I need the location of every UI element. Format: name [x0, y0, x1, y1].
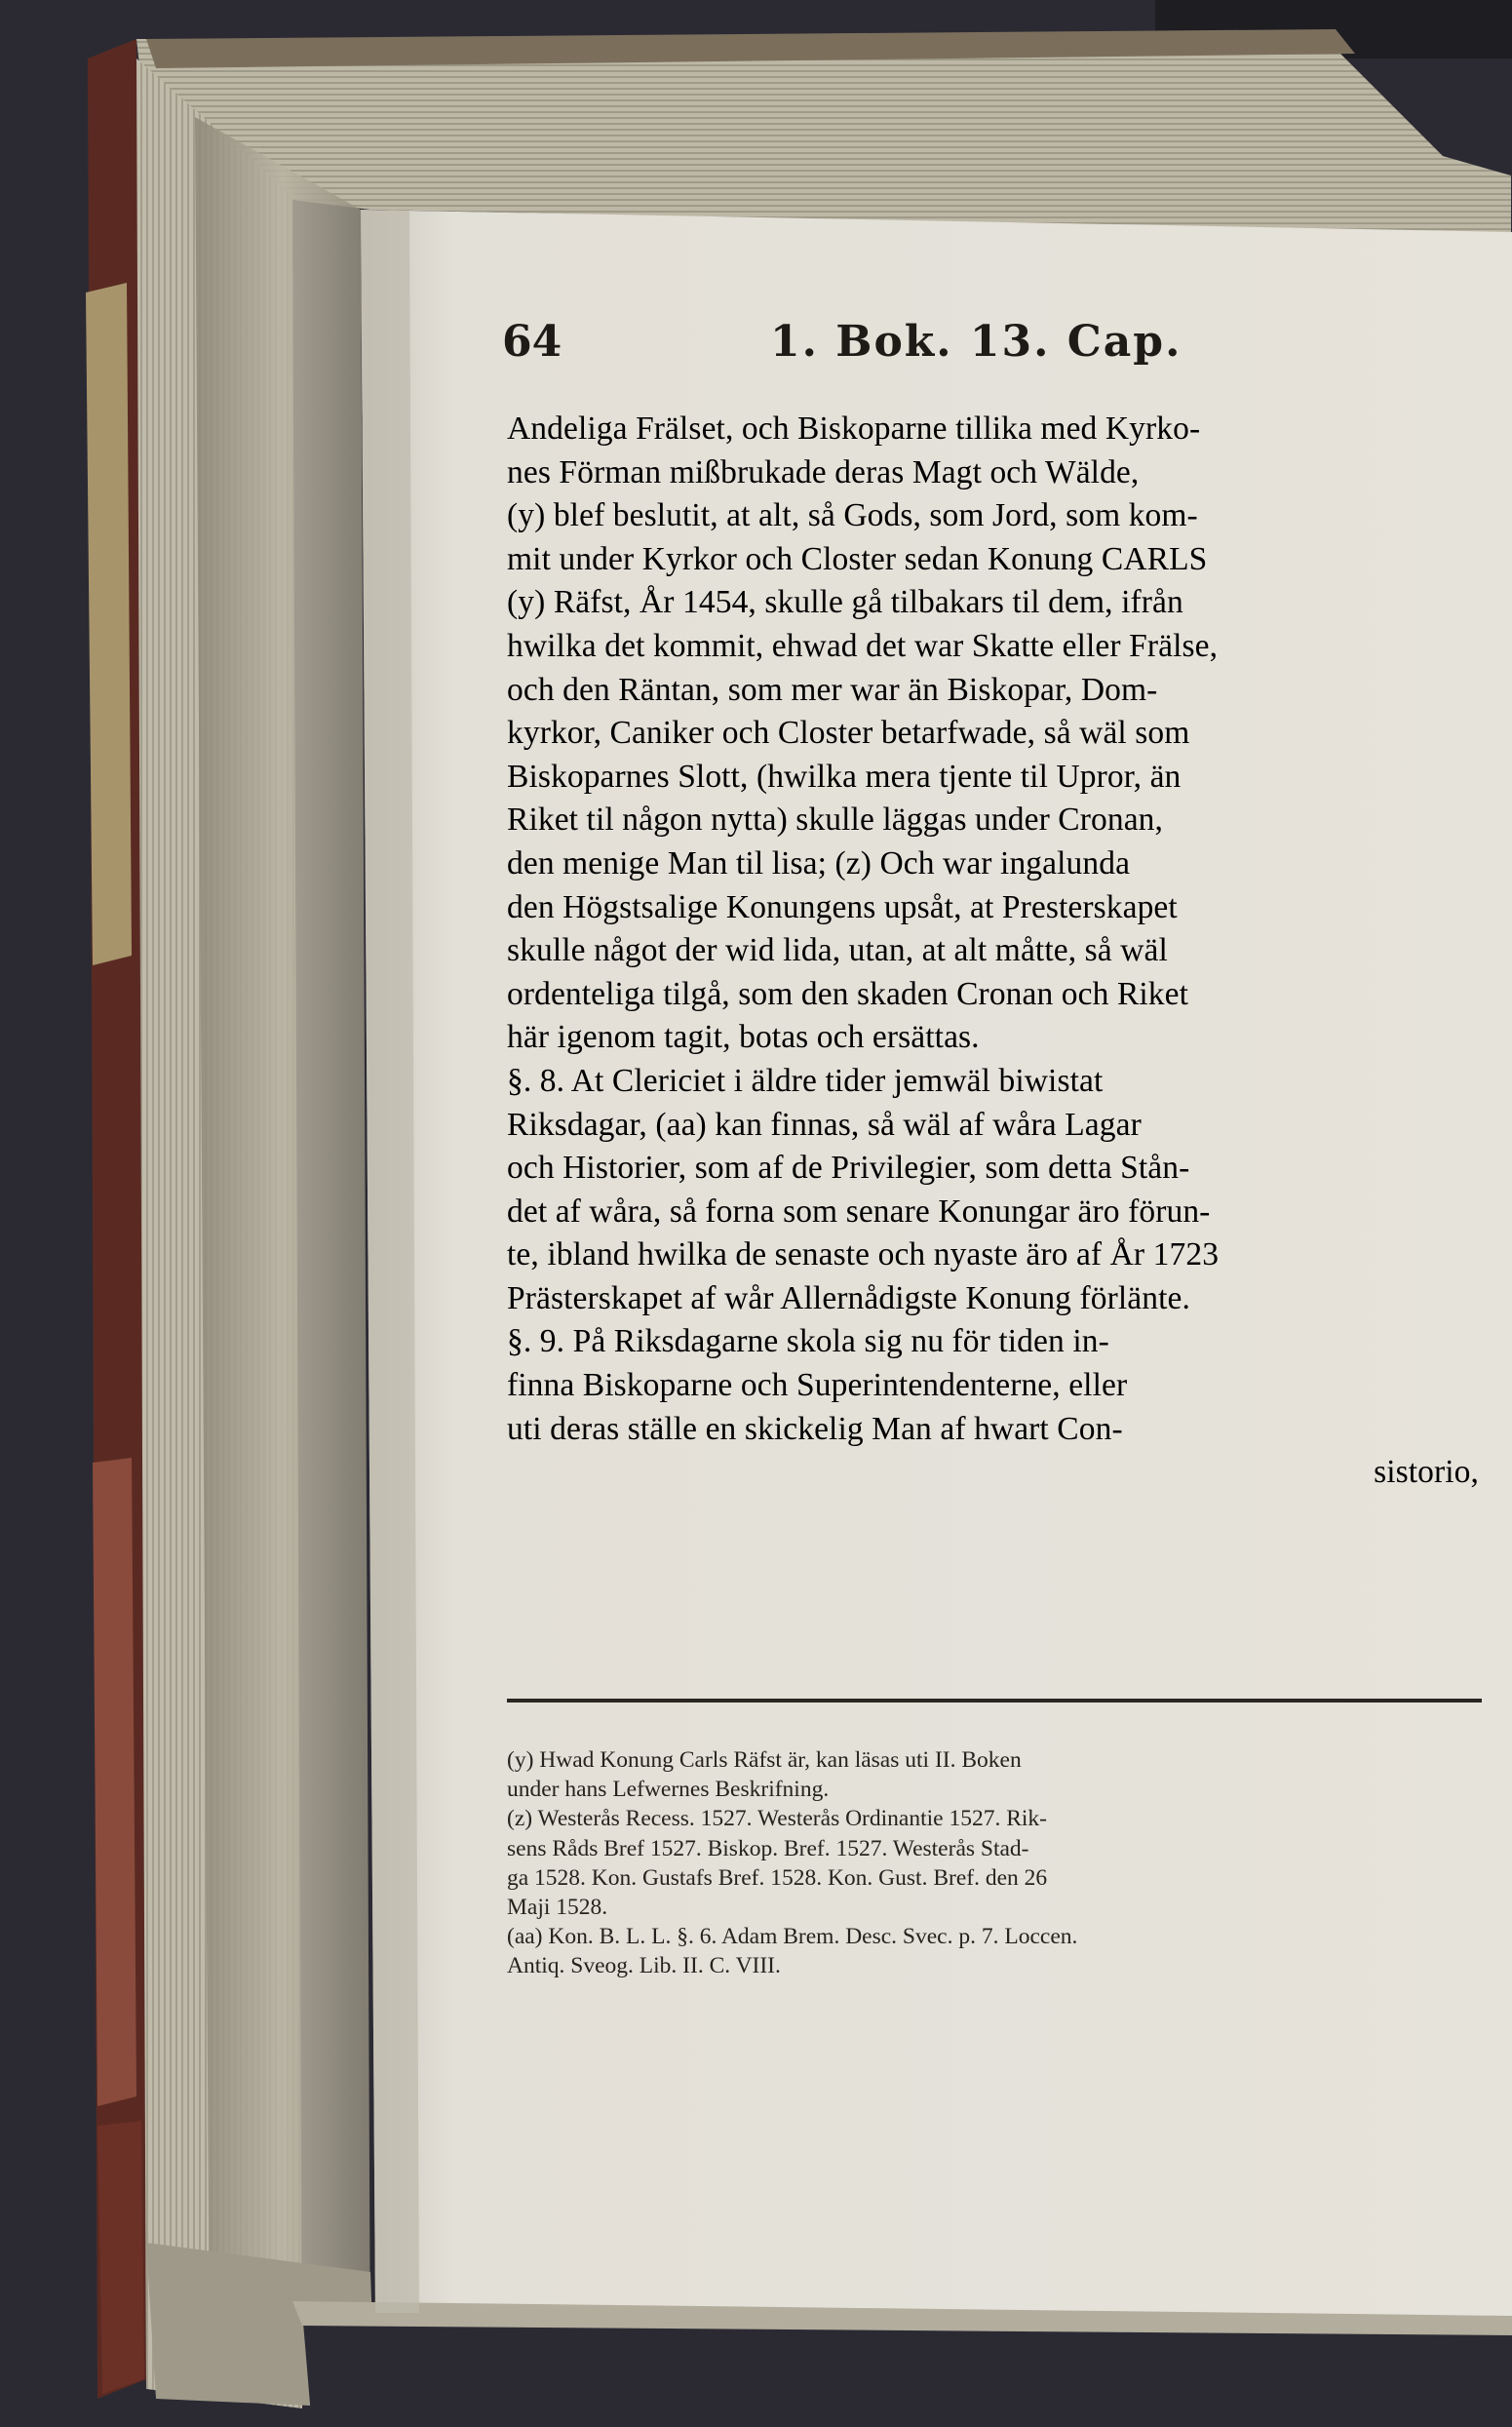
- text-line: sistorio,: [1374, 1454, 1479, 1491]
- page-header: [502, 317, 1457, 375]
- text-line: Andeliga Frälset, och Biskoparne tillika med Kyrko-: [507, 411, 1201, 447]
- text-line: ordenteliga tilgå, som den skaden Cronan och Riket: [507, 975, 1189, 1012]
- footnote-line: (z) Westerås Recess. 1527. Westerås Ordinantie 1527. Rik-: [507, 1806, 1047, 1832]
- text-line: och Historier, som af de Privilegier, som detta Stån-: [507, 1150, 1190, 1187]
- footnote-rule: [507, 1699, 1482, 1703]
- page-number: 64: [502, 317, 562, 367]
- text-line: Riksdagar, (aa) kan finnas, så wäl af wåra Lagar: [507, 1106, 1142, 1143]
- text-line: den menige Man til lisa; (z) Och war ingalunda: [507, 844, 1131, 881]
- text-line: (y) blef beslutit, at alt, så Gods, som Jord, som kom-: [507, 497, 1198, 534]
- footnote-line: (aa) Kon. B. L. L. §. 6. Adam Brem. Desc. Svec. p. 7. Loccen.: [507, 1924, 1078, 1950]
- text-line: §. 9. På Riksdagarne skola sig nu för tiden in-: [507, 1323, 1109, 1360]
- text-line: finna Biskoparne och Superintendenterne, eller: [507, 1367, 1128, 1404]
- body-text: [507, 408, 1487, 1495]
- footnote-line: (y) Hwad Konung Carls Räfst är, kan läsas uti II. Boken: [507, 1747, 1022, 1773]
- text-line: te, ibland hwilka de senaste och nyaste äro af År 1723: [507, 1236, 1220, 1273]
- footnote-line: Maji 1528.: [507, 1894, 608, 1920]
- footnote-line: Antiq. Sveog. Lib. II. C. VIII.: [507, 1953, 781, 1979]
- text-line: här igenom tagit, botas och ersättas.: [507, 1019, 980, 1056]
- text-line: Prästerskapet af wår Allernådigste Konung förlänte.: [507, 1279, 1190, 1316]
- text-line: det af wåra, så forna som senare Konungar äro förun-: [507, 1193, 1211, 1230]
- text-line: mit under Kyrkor och Closter sedan Konung CARLS: [507, 540, 1208, 577]
- text-line: den Högstsalige Konungens upsåt, at Presterskapet: [507, 888, 1178, 925]
- footnote-line: sens Råds Bref 1527. Biskop. Bref. 1527. Westerås Stad-: [507, 1835, 1029, 1861]
- text-line: nes Förman mißbrukade deras Magt och Wälde,: [507, 453, 1140, 490]
- running-title: 1. Bok. 13. Cap.: [770, 317, 1182, 367]
- text-line: Riket til någon nytta) skulle läggas under Cronan,: [507, 802, 1164, 839]
- footnotes: [507, 1745, 1487, 1981]
- text-line: Biskoparnes Slott, (hwilka mera tjente til Upror, än: [507, 758, 1182, 795]
- text-line: kyrkor, Caniker och Closter betarfwade, så wäl som: [507, 715, 1190, 752]
- text-line: och den Räntan, som mer war än Biskopar, Dom-: [507, 671, 1158, 708]
- footnote-line: ga 1528. Kon. Gustafs Bref. 1528. Kon. Gust. Bref. den 26: [507, 1864, 1048, 1891]
- text-line: uti deras ställe en skickelig Man af hwart Con-: [507, 1410, 1123, 1447]
- text-line: hwilka det kommit, ehwad det war Skatte eller Frälse,: [507, 627, 1219, 664]
- footnote-line: under hans Lefwernes Beskrifning.: [507, 1777, 830, 1803]
- text-line: skulle något der wid lida, utan, at alt måtte, så wäl: [507, 932, 1168, 969]
- text-line: (y) Räfst, År 1454, skulle gå tilbakars til dem, ifrån: [507, 584, 1183, 621]
- text-line: §. 8. At Clericiet i äldre tider jemwäl biwistat: [507, 1062, 1104, 1099]
